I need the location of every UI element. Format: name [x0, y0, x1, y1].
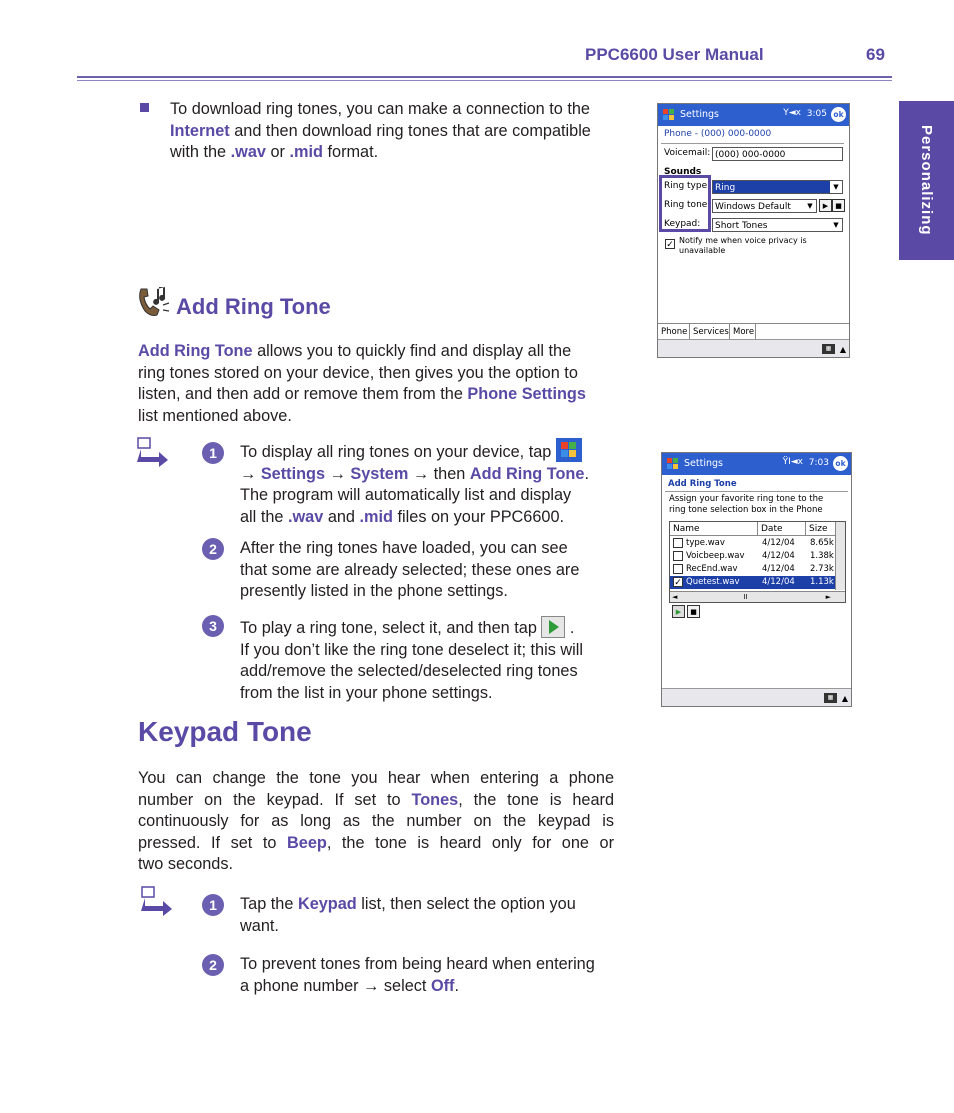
add-ring-tone-screenshot	[661, 452, 852, 707]
row-date: 4/12/04	[762, 538, 795, 548]
header-rule	[77, 76, 892, 78]
divider	[665, 491, 848, 492]
notify-label: Notify me when voice privacy is unavailable	[679, 236, 807, 255]
row-name: Voicbeep.wav	[686, 551, 745, 561]
step-1-text: To display all ring tones on your device, tap → Settings → System → then Add Ring Tone. The program will automatically list and display all the .wav and .mid files on your PPC6600.	[240, 442, 614, 528]
chevron-down-icon: ▼	[833, 221, 839, 229]
voicemail-label: Voicemail:	[664, 148, 711, 158]
step-number: 2	[202, 954, 224, 976]
step-number: 1	[202, 442, 224, 464]
up-arrow-icon[interactable]: ▲	[839, 345, 846, 354]
ring-type-label: Ring type:	[664, 181, 711, 191]
bullet-square-icon	[140, 103, 149, 112]
table-row[interactable]	[670, 537, 837, 550]
step-number: 2	[202, 538, 224, 560]
row-checkbox[interactable]	[673, 538, 683, 548]
keypad-tone-heading: Keypad Tone	[138, 716, 312, 747]
up-arrow-icon[interactable]: ▲	[841, 694, 848, 703]
window-title: Settings	[684, 458, 723, 469]
clock: 3:05	[806, 109, 827, 119]
add-ring-tone-heading: Add Ring Tone	[176, 294, 331, 319]
mid-term: .mid	[289, 143, 323, 162]
ring-tone-phone-icon	[135, 283, 173, 319]
step-3-text: To play a ring tone, select it, and then tap . If you don’t like the ring tone deselect it; this will add/remove the selected/deselected ring tones from the list in your phone settings.	[240, 618, 614, 704]
wav-term: .wav	[230, 143, 266, 162]
row-name: type.wav	[686, 538, 725, 548]
row-checkbox[interactable]	[673, 564, 683, 574]
add-ring-tone-title: Add Ring Tone	[668, 479, 737, 489]
tab-services[interactable]: Services	[690, 324, 730, 340]
signal-volume-icon[interactable]: ŸI◄x	[782, 457, 803, 467]
step-number: 3	[202, 615, 224, 637]
description: Assign your favorite ring tone to the ring tone selection box in the Phone	[669, 494, 824, 515]
row-date: 4/12/04	[762, 577, 795, 587]
keypad-step-2-text: To prevent tones from being heard when entering a phone number → select Off.	[240, 955, 595, 995]
phone-settings-screenshot	[657, 103, 850, 358]
keypad-step-1-text: Tap the Keypad list, then select the option you want.	[240, 895, 576, 935]
menu-bar	[662, 688, 851, 706]
row-date: 4/12/04	[762, 564, 795, 574]
step-2-text: After the ring tones have loaded, you can see that some are already selected; these ones are presently listed in the phone settings.	[240, 539, 580, 601]
table-row[interactable]	[670, 563, 837, 576]
ring-tone-list[interactable]	[669, 521, 846, 603]
keyboard-icon[interactable]: ▦	[824, 693, 837, 703]
section-side-tab: Personalizing	[899, 101, 954, 260]
ring-type-select[interactable]: Ring ▼	[712, 180, 843, 194]
tab-strip	[658, 323, 849, 340]
chevron-down-icon: ▼	[830, 181, 842, 193]
phone-number-line: Phone - (000) 000-0000	[664, 129, 772, 139]
play-icon[interactable]	[541, 616, 565, 638]
ok-button[interactable]: ok	[833, 456, 848, 471]
intro-paragraph: To download ring tones, you can make a connection to the Internet and then download ring tones that are compatible with the .wav or .mid format.	[170, 100, 591, 162]
row-size: 1.13k	[810, 577, 834, 587]
highlight-box	[659, 175, 711, 232]
ring-tone-select[interactable]: Windows Default ▼	[712, 199, 817, 213]
column-name[interactable]: Name	[670, 522, 758, 536]
header-title: PPC6600 User Manual	[585, 45, 764, 64]
signal-volume-icon[interactable]: Y◄x	[783, 108, 801, 118]
table-row[interactable]	[670, 550, 837, 563]
sounds-label: Sounds	[664, 167, 702, 177]
clock: 7:03	[808, 458, 829, 468]
stop-button[interactable]: ■	[687, 605, 700, 618]
row-name: RecEnd.wav	[686, 564, 738, 574]
voicemail-field[interactable]: (000) 000-0000	[712, 147, 843, 161]
row-checkbox[interactable]: ✓	[674, 578, 682, 588]
row-size: 2.73k	[810, 564, 834, 574]
keypad-select[interactable]: Short Tones ▼	[712, 218, 843, 232]
page-number: 69	[866, 45, 885, 64]
tab-phone[interactable]: Phone	[658, 324, 690, 340]
keypad-tone-paragraph: You can change the tone you hear when entering a phone number on the keypad. If set to Tones, the tone is heard continuously for as long as the number on the keypad is pressed. If set to Beep, the tone is heard only for one or two seconds.	[138, 769, 614, 874]
horizontal-scrollbar[interactable]: ◄ II ►	[670, 591, 845, 602]
title-bar	[658, 104, 849, 126]
start-flag-icon[interactable]	[661, 107, 677, 123]
window-title: Settings	[680, 109, 719, 120]
row-date: 4/12/04	[762, 551, 795, 561]
tab-more[interactable]: More	[730, 324, 756, 340]
stop-button[interactable]: ■	[832, 199, 845, 212]
row-size: 8.65k	[810, 538, 834, 548]
procedure-arrow-icon	[137, 437, 171, 467]
divider	[661, 143, 844, 144]
row-size: 1.38k	[810, 551, 834, 561]
vertical-scrollbar[interactable]	[835, 522, 845, 590]
internet-term: Internet	[170, 121, 230, 140]
menu-bar	[658, 339, 849, 357]
chevron-down-icon: ▼	[807, 202, 813, 210]
procedure-arrow-icon	[141, 886, 175, 916]
keyboard-icon[interactable]: ▦	[822, 344, 835, 354]
column-date[interactable]: Date	[758, 522, 806, 536]
start-flag-icon[interactable]	[665, 456, 681, 472]
add-ring-tone-paragraph: Add Ring Tone allows you to quickly find and display all the ring tones stored on your device, then gives you the option to listen, and then add or remove them from the Phone Settings list mentioned above.	[138, 342, 586, 425]
row-name: Quetest.wav	[686, 577, 740, 587]
notify-checkbox[interactable]: ✓	[666, 240, 674, 250]
ring-tone-label: Ring tone:	[664, 200, 711, 210]
ok-button[interactable]: ok	[831, 107, 846, 122]
column-size[interactable]: Size	[806, 522, 836, 536]
title-bar	[662, 453, 851, 475]
play-button[interactable]: ▶	[672, 605, 685, 618]
play-button[interactable]: ▶	[819, 199, 832, 212]
row-checkbox[interactable]	[673, 551, 683, 561]
header-rule-thin	[77, 80, 892, 81]
table-row[interactable]	[670, 576, 837, 589]
step-number: 1	[202, 894, 224, 916]
keypad-label: Keypad:	[664, 219, 701, 229]
start-menu-flag-icon[interactable]	[556, 438, 582, 462]
